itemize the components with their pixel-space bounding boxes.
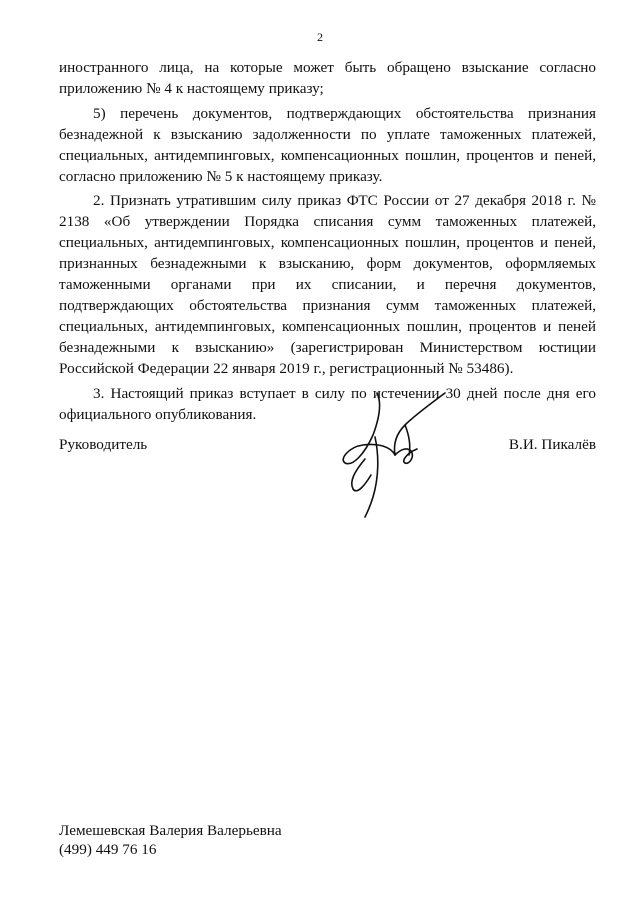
document-body — [59, 58, 596, 429]
signatory-name: В.И. Пикалёв — [508, 436, 596, 453]
paragraph-continuation: иностранного лица, на которые может быть обращено взыскание согласно приложению № 4 к настоящему приказу; — [59, 59, 596, 97]
paragraph-clause-3: 3. Настоящий приказ вступает в силу по истечении 30 дней после дня его официального опубликования. — [59, 384, 596, 423]
paragraph-item-5: 5) перечень документов, подтверждающих обстоятельства признания безнадежной к взысканию задолженности по уплате таможенных платежей, специальных, антидемпинговых, компенсационных пошлин, процентов и пеней, согласно приложению № 5 к настоящему приказу. — [59, 104, 596, 185]
contact-person: Лемешевская Валерия Валерьевна — [59, 822, 282, 839]
contact-block — [59, 821, 282, 859]
contact-phone: (499) 449 76 16 — [59, 841, 157, 858]
signatory-position: Руководитель — [59, 436, 148, 453]
page-number: 2 — [317, 30, 323, 44]
paragraph-clause-2: 2. Признать утратившим силу приказ ФТС России от 27 декабря 2018 г. № 2138 «Об утверждении Порядка списания сумм таможенных платежей, специальных, антидемпинговых, компенсационных пошлин, процентов и пеней, признанных безнадежными к взысканию, форм документов, оформляемых таможенными органами при их списании, и перечня документов, подтверждающих обстоятельства признания сумм таможенных платежей, специальных, антидемпинговых, компенсационных пошлин, процентов и пеней безнадежными к взысканию» (зарегистрирован Министерством юстиции Российской Федерации 22 января 2019 г., регистрационный № 53486). — [59, 192, 596, 377]
handwritten-signature-icon — [335, 385, 460, 520]
